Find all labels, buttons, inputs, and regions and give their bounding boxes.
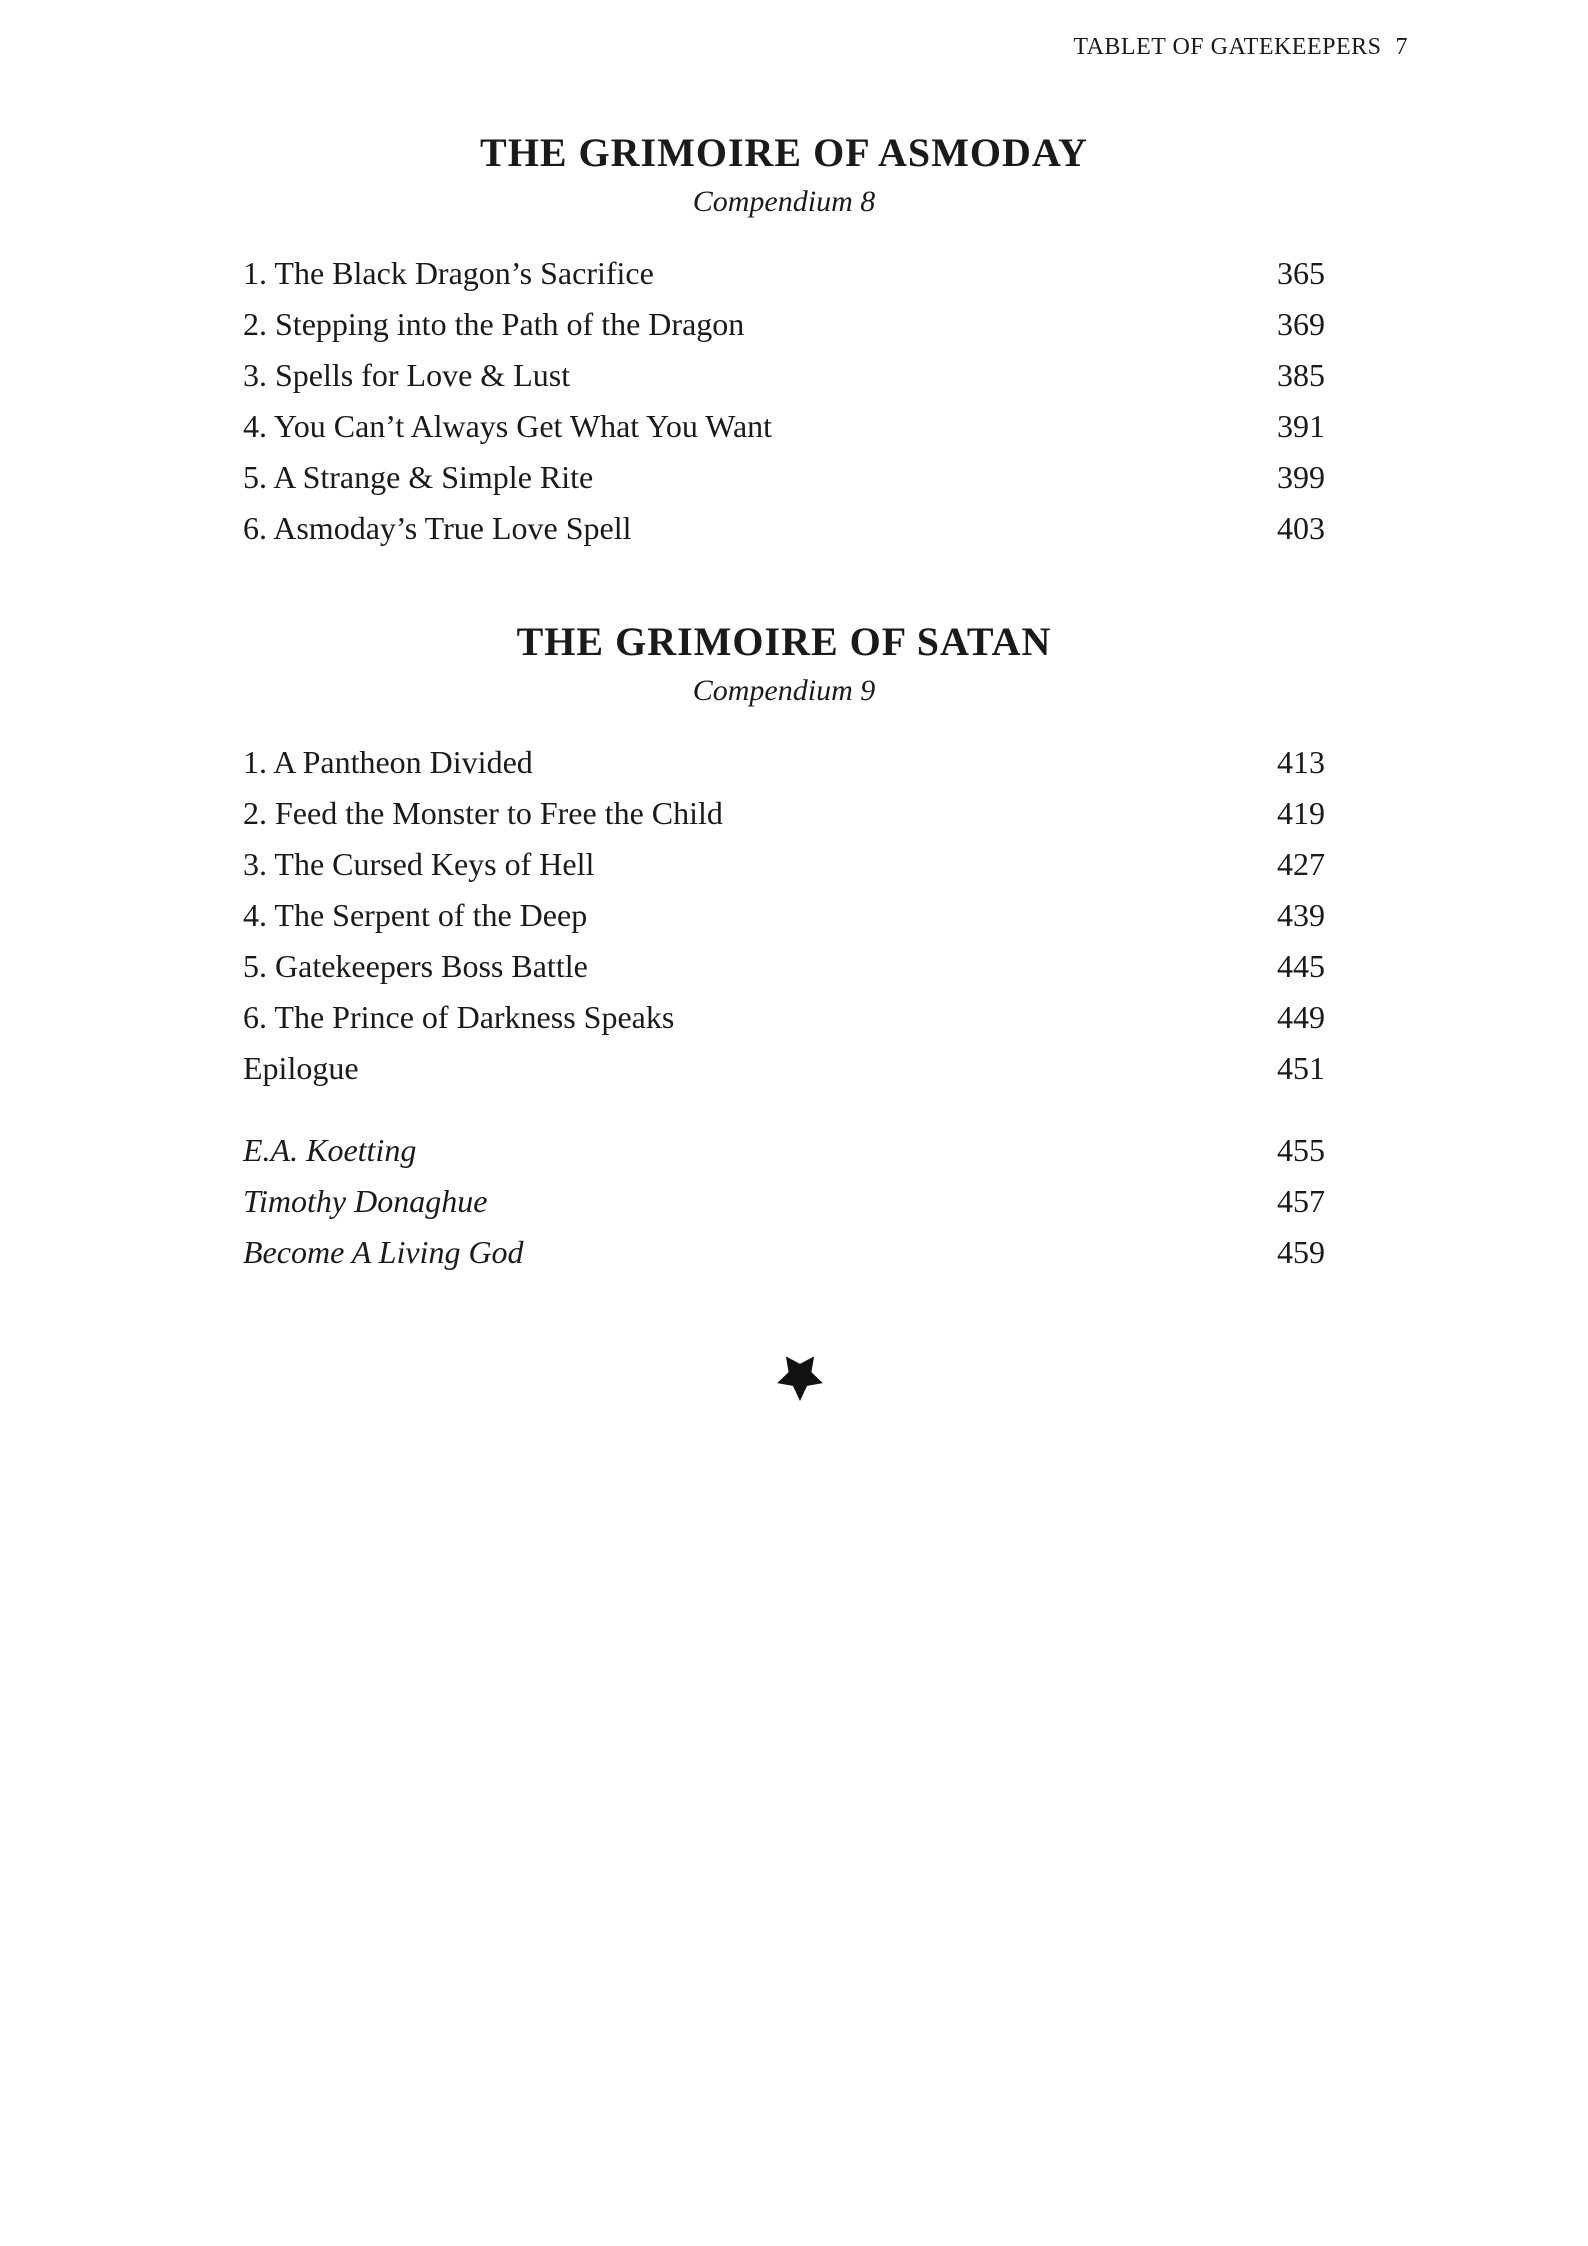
- toc-entry-page: 391: [1277, 408, 1325, 444]
- toc-entry-page: 365: [1277, 255, 1325, 291]
- toc-entry-label: 6. Asmoday’s True Love Spell: [243, 510, 632, 546]
- toc-entry-label: Epilogue: [243, 1050, 359, 1086]
- toc-entry-label: 2. Feed the Monster to Free the Child: [243, 795, 723, 831]
- toc-entry-label: 6. The Prince of Darkness Speaks: [243, 999, 675, 1035]
- backmatter-list: [243, 1125, 1325, 1278]
- running-head-title: TABLET OF GATEKEEPERS: [1073, 34, 1382, 60]
- toc-entry-page: 445: [1277, 948, 1325, 984]
- toc-entry[interactable]: [243, 737, 1325, 788]
- toc-entry[interactable]: [243, 992, 1325, 1043]
- toc-entry[interactable]: [243, 788, 1325, 839]
- toc-entry-page: 455: [1277, 1132, 1325, 1168]
- inverted-star-icon: [774, 1350, 826, 1402]
- toc-entry[interactable]: [243, 452, 1325, 503]
- section-title: THE GRIMOIRE OF SATAN: [516, 619, 1052, 664]
- toc-entry-label: 2. Stepping into the Path of the Dragon: [243, 306, 745, 342]
- toc-entry-page: 457: [1277, 1183, 1325, 1219]
- toc-list: [243, 248, 1325, 554]
- toc-entry-page: 451: [1277, 1050, 1325, 1086]
- toc-entry-label: 1. A Pantheon Divided: [243, 744, 533, 780]
- inverted-star-shape: [777, 1356, 823, 1401]
- page-number: 7: [1395, 34, 1408, 60]
- toc-entry[interactable]: [243, 401, 1325, 452]
- toc-entry-page: 413: [1277, 744, 1325, 780]
- toc-entry-page: 439: [1277, 897, 1325, 933]
- section-grimoire-of-asmoday: [243, 128, 1325, 554]
- toc-entry-backmatter[interactable]: [243, 1176, 1325, 1227]
- section-grimoire-of-satan: [243, 617, 1325, 1094]
- toc-entry-page: 419: [1277, 795, 1325, 831]
- toc-entry-page: 403: [1277, 510, 1325, 546]
- toc-entry[interactable]: [243, 248, 1325, 299]
- toc-entry-page: 449: [1277, 999, 1325, 1035]
- toc-entry[interactable]: [243, 839, 1325, 890]
- toc-entry-backmatter[interactable]: [243, 1125, 1325, 1176]
- toc-list: [243, 737, 1325, 1094]
- toc-entry[interactable]: [243, 503, 1325, 554]
- toc-entry-page: 399: [1277, 459, 1325, 495]
- section-title: THE GRIMOIRE OF ASMODAY: [480, 130, 1088, 175]
- toc-entry-label: 3. The Cursed Keys of Hell: [243, 846, 595, 882]
- toc-entry[interactable]: [243, 941, 1325, 992]
- toc-entry-label: 4. You Can’t Always Get What You Want: [243, 408, 773, 444]
- toc-entry-label: Timothy Donaghue: [243, 1183, 488, 1219]
- toc-entry-label: E.A. Koetting: [243, 1132, 417, 1168]
- toc-entry[interactable]: [243, 299, 1325, 350]
- toc-entry[interactable]: [243, 890, 1325, 941]
- section-subtitle: Compendium 9: [692, 674, 876, 707]
- toc-entry[interactable]: [243, 350, 1325, 401]
- toc-entry-label: 5. A Strange & Simple Rite: [243, 459, 594, 495]
- toc-entry-backmatter[interactable]: [243, 1227, 1325, 1278]
- toc-entry-label: 3. Spells for Love & Lust: [243, 357, 571, 393]
- toc-entry-page: 385: [1277, 357, 1325, 393]
- toc-entry-page: 369: [1277, 306, 1325, 342]
- toc-entry-label: 1. The Black Dragon’s Sacrifice: [243, 255, 654, 291]
- toc-entry-label: Become A Living God: [243, 1234, 524, 1270]
- running-head: [1073, 34, 1408, 61]
- toc-entry-epilogue[interactable]: [243, 1043, 1325, 1094]
- toc-entry-page: 427: [1277, 846, 1325, 882]
- toc-list: [243, 1125, 1325, 1278]
- toc-entry-label: 5. Gatekeepers Boss Battle: [243, 948, 588, 984]
- toc-entry-page: 459: [1277, 1234, 1325, 1270]
- section-subtitle: Compendium 8: [692, 185, 876, 218]
- toc-entry-label: 4. The Serpent of the Deep: [243, 897, 588, 933]
